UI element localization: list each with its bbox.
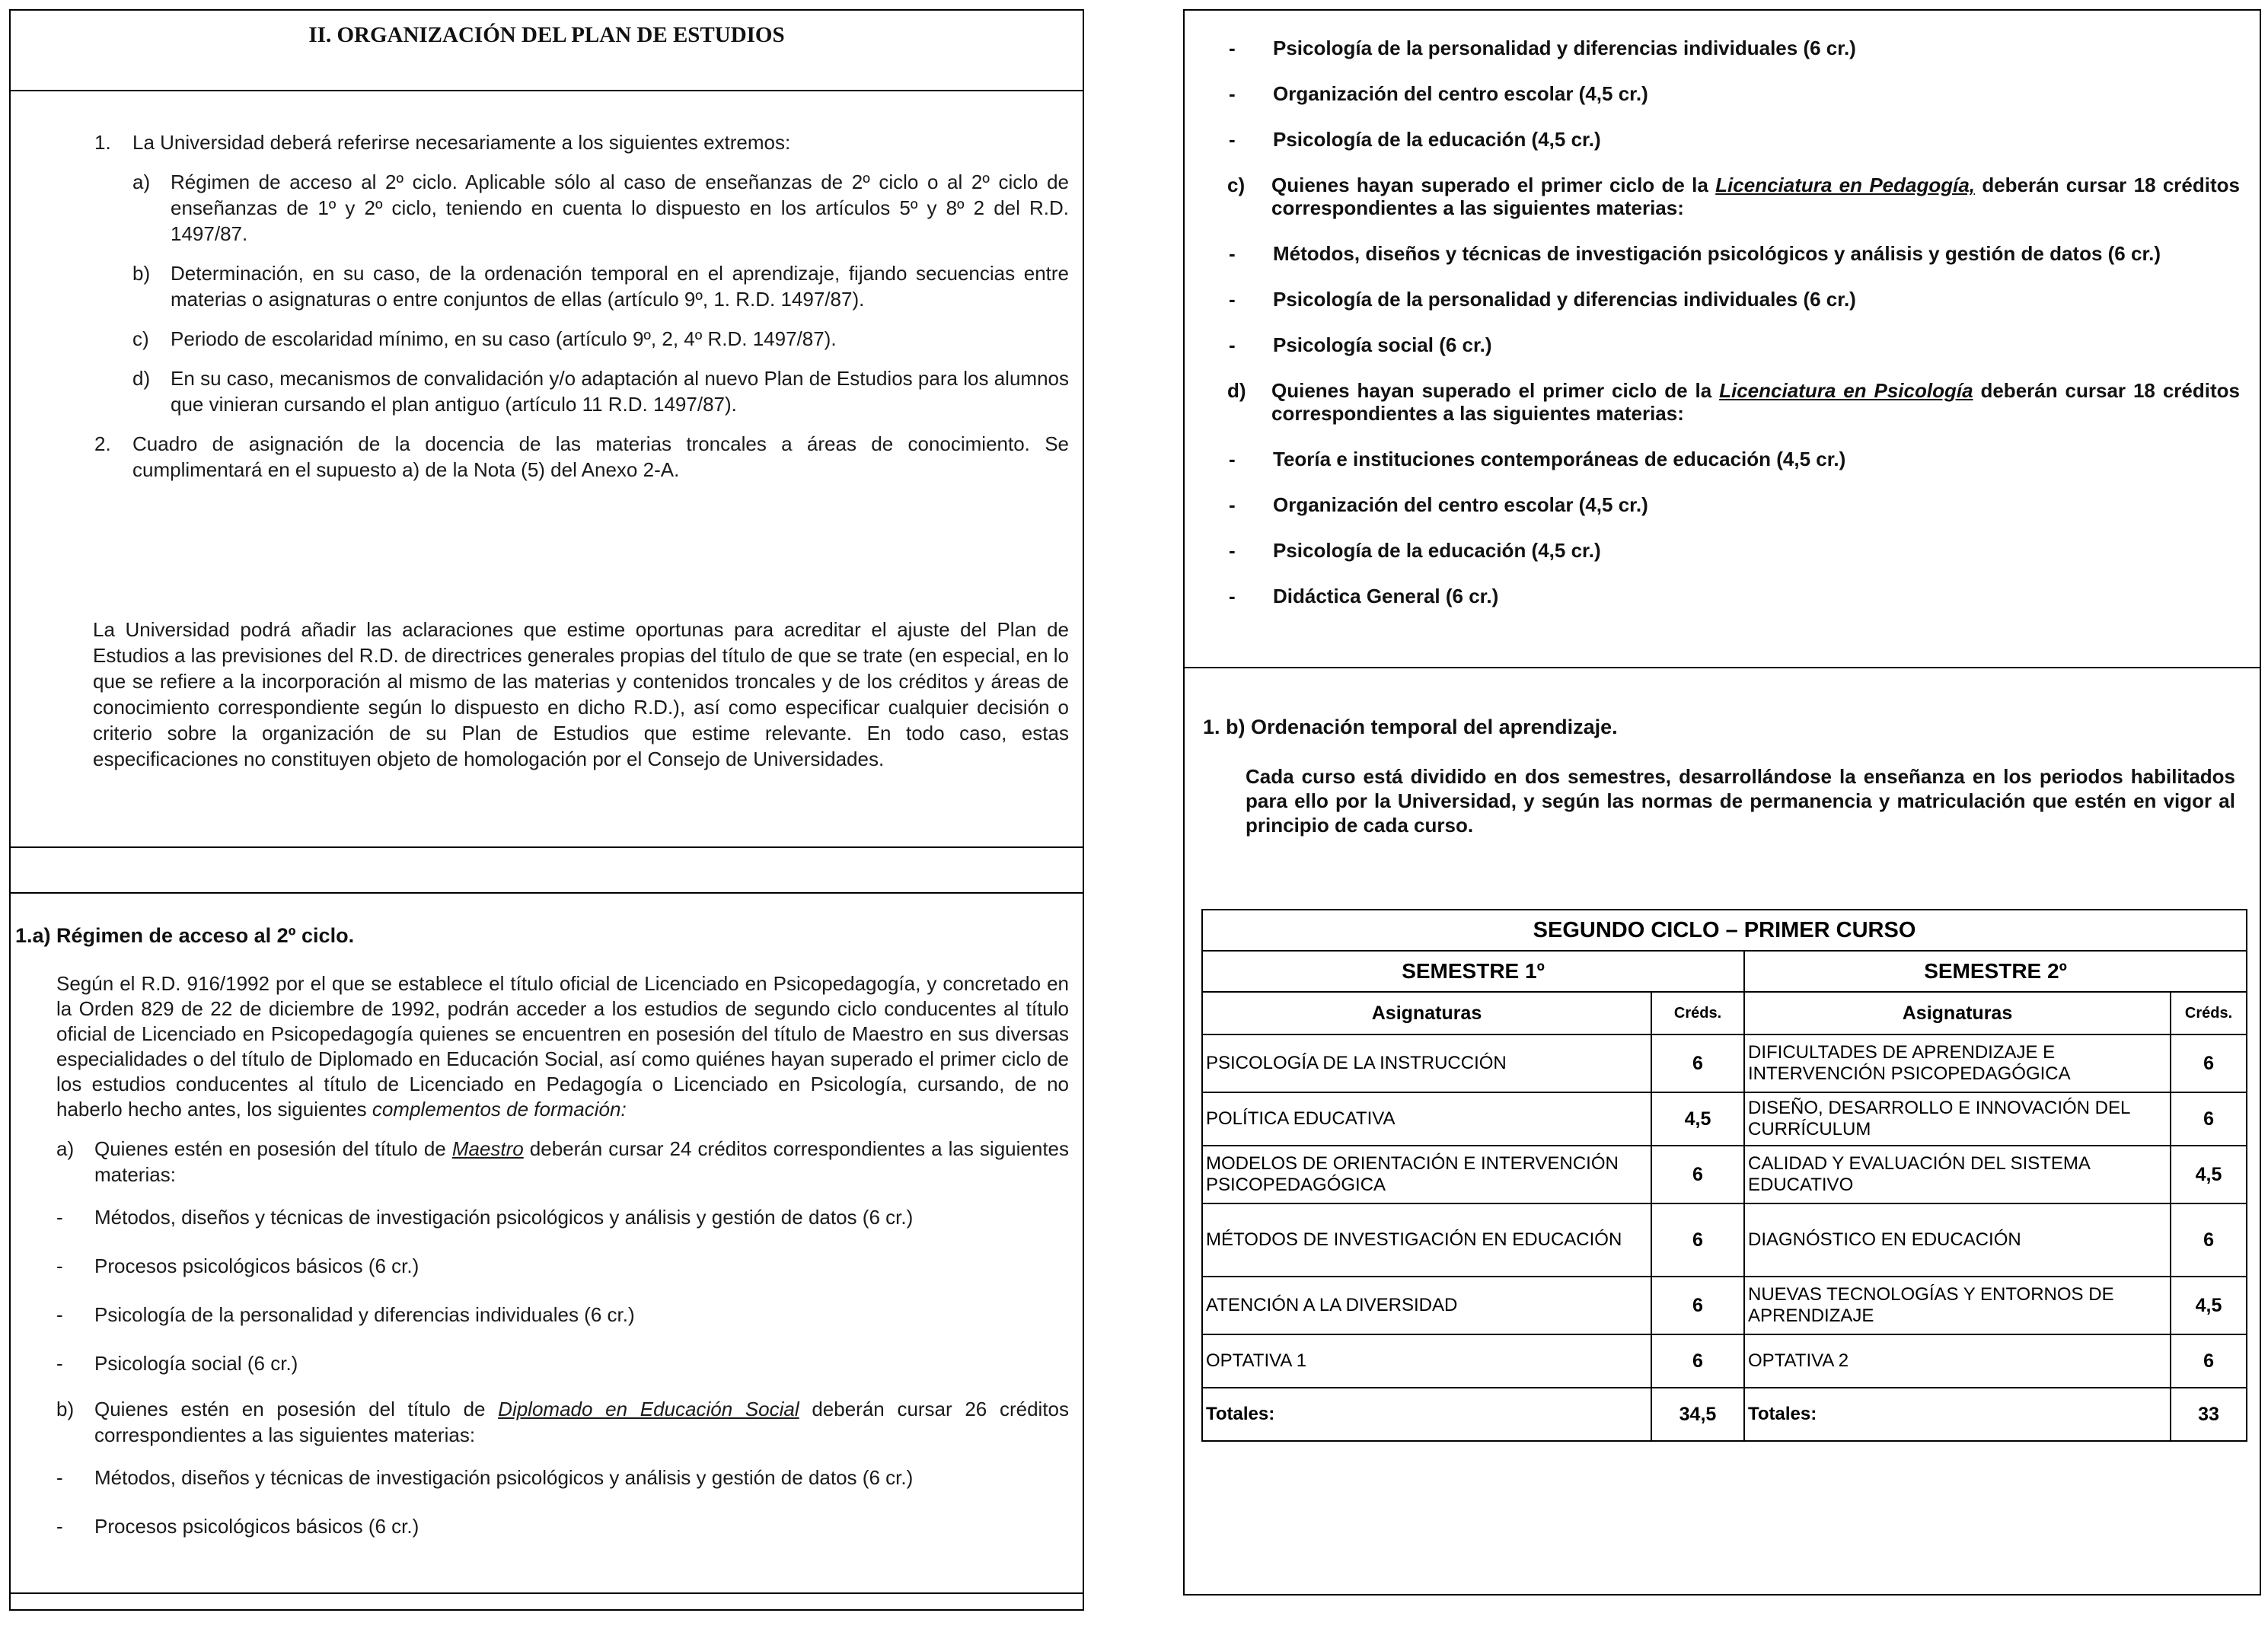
total-credits-sem2: 33 bbox=[2171, 1388, 2247, 1441]
sub-item-b bbox=[132, 260, 1069, 312]
dash: - bbox=[1229, 585, 1236, 607]
dash: - bbox=[56, 1466, 63, 1489]
case-text bbox=[1271, 174, 2240, 219]
list-item-text: Métodos, diseños y técnicas de investigación psicológicos y análisis y gestión de datos (6 cr.) bbox=[1273, 242, 2161, 265]
credits-cell: 6 bbox=[2171, 1092, 2247, 1146]
instruction-number: 1. bbox=[94, 131, 111, 154]
list-item bbox=[56, 1465, 1069, 1490]
subject-cell: DISEÑO, DESARROLLO E INNOVACIÓN DEL CURRÍCULUM bbox=[1744, 1092, 2171, 1146]
page-title: II. ORGANIZACIÓN DEL PLAN DE ESTUDIOS bbox=[308, 23, 785, 47]
column-header-subject: Asignaturas bbox=[1202, 992, 1651, 1034]
dash: - bbox=[1229, 242, 1236, 265]
instruction-text: Cuadro de asignación de la docencia de las materias troncales a áreas de conocimiento. Se cumplimentará en el supuesto a) de la Nota (5) del Anexo 2-A. bbox=[132, 432, 1069, 481]
subject-cell: NUEVAS TECNOLOGÍAS Y ENTORNOS DE APRENDIZAJE bbox=[1744, 1277, 2171, 1334]
case-c-list bbox=[1229, 242, 2240, 356]
access-case-a bbox=[56, 1136, 1069, 1187]
credits-cell: 6 bbox=[2171, 1203, 2247, 1277]
totals-row bbox=[1202, 1388, 2247, 1441]
instruction-2 bbox=[94, 431, 1069, 483]
dash: - bbox=[1229, 128, 1236, 151]
case-text-post: deberán cursar 24 créditos correspondientes a las siguientes materias: bbox=[94, 1137, 1070, 1186]
dash: - bbox=[1229, 493, 1236, 516]
case-text-post: deberán cursar 18 créditos correspondientes a las siguientes materias: bbox=[1271, 379, 2240, 425]
list-item-text: Psicología de la educación (4,5 cr.) bbox=[1273, 539, 1601, 562]
column-header-credits: Créds. bbox=[2171, 992, 2247, 1034]
access-text-italic: complementos de formación: bbox=[372, 1098, 627, 1121]
access-section bbox=[56, 971, 1069, 1539]
degree-name: Diplomado en Educación Social bbox=[498, 1398, 799, 1420]
list-item bbox=[1229, 242, 2240, 265]
table-row bbox=[1202, 1034, 2247, 1092]
list-item-text: Organización del centro escolar (4,5 cr.) bbox=[1273, 82, 1648, 105]
list-item-text: Psicología de la personalidad y diferencias individuales (6 cr.) bbox=[1273, 288, 1856, 311]
subject-cell: ATENCIÓN A LA DIVERSIDAD bbox=[1202, 1277, 1651, 1334]
subject-cell: OPTATIVA 1 bbox=[1202, 1334, 1651, 1388]
case-label: a) bbox=[56, 1137, 75, 1160]
case-text bbox=[94, 1136, 1069, 1187]
degree-name: Maestro bbox=[451, 1137, 524, 1160]
list-item bbox=[56, 1350, 1069, 1376]
case-d-list bbox=[1229, 448, 2240, 607]
instruction-text: La Universidad deberá referirse necesariamente a los siguientes extremos: bbox=[132, 131, 791, 154]
sub-item-d bbox=[132, 365, 1069, 417]
curriculum-table bbox=[1201, 909, 2247, 1442]
degree-name: Licenciatura en Pedagogía, bbox=[1715, 174, 1976, 196]
semester-2-header: SEMESTRE 2º bbox=[1744, 951, 2247, 992]
sub-item-text: Régimen de acceso al 2º ciclo. Aplicable sólo al caso de enseñanzas de 2º ciclo o al 2º ciclo de enseñanzas de 1º y 2º ciclo, teniendo en cuenta lo dispuesto en los artículos 5º y 8º 2 del R.D. 1497/87. bbox=[171, 171, 1069, 245]
sub-item-label: c) bbox=[132, 327, 149, 350]
sub-item-c bbox=[132, 326, 1069, 352]
case-b-list bbox=[56, 1465, 1069, 1539]
table-title: SEGUNDO CICLO – PRIMER CURSO bbox=[1202, 910, 2247, 951]
credits-cell: 6 bbox=[1651, 1334, 1744, 1388]
list-item bbox=[56, 1253, 1069, 1279]
list-item-text: Teoría e instituciones contemporáneas de educación (4,5 cr.) bbox=[1273, 448, 1846, 470]
sub-item-text: En su caso, mecanismos de convalidación y/o adaptación al nuevo Plan de Estudios para los alumnos que vinieran cursando el plan antiguo (artículo 11 R.D. 1497/87). bbox=[171, 367, 1069, 416]
access-case-d bbox=[1227, 379, 2240, 425]
list-item bbox=[56, 1302, 1069, 1328]
dash: - bbox=[1229, 288, 1236, 311]
table-row bbox=[1202, 1334, 2247, 1388]
access-paragraph bbox=[56, 971, 1069, 1122]
case-text-post: deberán cursar 18 créditos correspondientes a las siguientes materias: bbox=[1271, 174, 2240, 219]
instructions-section bbox=[94, 129, 1069, 496]
section-title-access: 1.a) Régimen de acceso al 2º ciclo. bbox=[15, 924, 355, 947]
divider bbox=[11, 90, 1083, 91]
divider bbox=[1185, 667, 2260, 668]
total-credits-sem1: 34,5 bbox=[1651, 1388, 1744, 1441]
case-text bbox=[1271, 379, 2240, 425]
degree-name: Licenciatura en Psicología bbox=[1719, 379, 1973, 402]
case-text bbox=[94, 1396, 1069, 1448]
list-item bbox=[56, 1513, 1069, 1539]
list-item bbox=[1229, 37, 2240, 59]
sub-item-a bbox=[132, 169, 1069, 247]
credits-cell: 4,5 bbox=[2171, 1146, 2247, 1203]
divider bbox=[11, 1592, 1083, 1594]
list-item-text: Métodos, diseños y técnicas de investigación psicológicos y análisis y gestión de datos (6 cr.) bbox=[94, 1206, 914, 1229]
list-item-text: Psicología social (6 cr.) bbox=[94, 1352, 298, 1375]
list-item bbox=[56, 1204, 1069, 1230]
instruction-number: 2. bbox=[94, 432, 111, 455]
divider bbox=[11, 892, 1083, 894]
subject-cell: PSICOLOGÍA DE LA INSTRUCCIÓN bbox=[1202, 1034, 1651, 1092]
dash: - bbox=[1229, 539, 1236, 562]
subject-cell: MODELOS DE ORIENTACIÓN E INTERVENCIÓN PSICOPEDAGÓGICA bbox=[1202, 1146, 1651, 1203]
list-item-text: Métodos, diseños y técnicas de investigación psicológicos y análisis y gestión de datos (6 cr.) bbox=[94, 1466, 914, 1489]
totals-label: Totales: bbox=[1744, 1388, 2171, 1441]
dash: - bbox=[1229, 448, 1236, 470]
column-header-credits: Créds. bbox=[1651, 992, 1744, 1034]
list-item-text: Psicología de la educación (4,5 cr.) bbox=[1273, 128, 1601, 151]
dash: - bbox=[56, 1352, 63, 1375]
right-list-section bbox=[1204, 37, 2240, 630]
dash: - bbox=[1229, 37, 1236, 59]
list-item-text: Psicología de la personalidad y diferencias individuales (6 cr.) bbox=[94, 1303, 635, 1326]
list-item bbox=[1229, 448, 2240, 470]
left-page bbox=[9, 9, 1084, 1611]
access-case-c bbox=[1227, 174, 2240, 219]
sub-item-text: Periodo de escolaridad mínimo, en su caso (artículo 9º, 2, 4º R.D. 1497/87). bbox=[171, 327, 837, 350]
case-text-post: deberán cursar 26 créditos correspondientes a las siguientes materias: bbox=[94, 1398, 1069, 1446]
credits-cell: 4,5 bbox=[1651, 1092, 1744, 1146]
sub-item-text: Determinación, en su caso, de la ordenación temporal en el aprendizaje, fijando secuencias entre materias o asignaturas o entre conjuntos de ellas (artículo 9º, 1. R.D. 1497/87). bbox=[171, 262, 1069, 311]
list-item bbox=[1229, 82, 2240, 105]
table-row bbox=[1202, 1146, 2247, 1203]
case-a-list bbox=[56, 1204, 1069, 1376]
list-item-text: Procesos psicológicos básicos (6 cr.) bbox=[94, 1515, 419, 1538]
credits-cell: 6 bbox=[2171, 1334, 2247, 1388]
case-label: b) bbox=[56, 1398, 75, 1420]
credits-cell: 6 bbox=[1651, 1277, 1744, 1334]
clarification-paragraph bbox=[93, 617, 1069, 786]
list-item bbox=[1229, 585, 2240, 607]
column-header-subject: Asignaturas bbox=[1744, 992, 2171, 1034]
dash: - bbox=[56, 1206, 63, 1229]
credits-cell: 6 bbox=[1651, 1146, 1744, 1203]
credits-cell: 6 bbox=[2171, 1034, 2247, 1092]
sub-item-label: a) bbox=[132, 171, 151, 193]
dash: - bbox=[56, 1303, 63, 1326]
sub-items bbox=[132, 169, 1069, 417]
table-row bbox=[1202, 1277, 2247, 1334]
subject-cell: DIAGNÓSTICO EN EDUCACIÓN bbox=[1744, 1203, 2171, 1277]
list-item-text: Didáctica General (6 cr.) bbox=[1273, 585, 1499, 607]
sub-item-label: b) bbox=[132, 262, 151, 285]
list-item-text: Procesos psicológicos básicos (6 cr.) bbox=[94, 1254, 419, 1277]
dash: - bbox=[1229, 82, 1236, 105]
case-text-pre: Quienes hayan superado el primer ciclo de la bbox=[1271, 379, 1712, 402]
semester-1-header: SEMESTRE 1º bbox=[1202, 951, 1744, 992]
totals-label: Totales: bbox=[1202, 1388, 1651, 1441]
list-item bbox=[1229, 493, 2240, 516]
list-item-text: Psicología de la personalidad y diferencias individuales (6 cr.) bbox=[1273, 37, 1856, 59]
list-item bbox=[1229, 128, 2240, 151]
list-item bbox=[1229, 333, 2240, 356]
list-item-text: Organización del centro escolar (4,5 cr.) bbox=[1273, 493, 1648, 516]
credits-cell: 6 bbox=[1651, 1034, 1744, 1092]
dash: - bbox=[1229, 333, 1236, 356]
dash: - bbox=[56, 1515, 63, 1538]
subject-cell: POLÍTICA EDUCATIVA bbox=[1202, 1092, 1651, 1146]
section-title-temporal: 1. b) Ordenación temporal del aprendizaje. bbox=[1203, 716, 1618, 738]
subject-cell: MÉTODOS DE INVESTIGACIÓN EN EDUCACIÓN bbox=[1202, 1203, 1651, 1277]
clarification-text: La Universidad podrá añadir las aclaraciones que estime oportunas para acreditar el ajuste del Plan de Estudios a las previsiones del R.D. de directrices generales propias del título de que se trate (en especial, en lo que se refiere a la incorporación al mismo de las materias y contenidos troncales y de los créditos y áreas de conocimiento correspondiente según lo dispuesto en dicho R.D.), así como especificar cualquier decisión o criterio sobre la organización de su Plan de Estudios que estime relevante. En todo caso, estas especificaciones no constituyen objeto de homologación por el Consejo de Universidades. bbox=[93, 618, 1069, 770]
credits-cell: 4,5 bbox=[2171, 1277, 2247, 1334]
continued-list bbox=[1229, 37, 2240, 151]
list-item-text: Psicología social (6 cr.) bbox=[1273, 333, 1492, 356]
list-item bbox=[1229, 288, 2240, 311]
list-item bbox=[1229, 539, 2240, 562]
case-text-pre: Quienes hayan superado el primer ciclo de la bbox=[1271, 174, 1708, 196]
credits-cell: 6 bbox=[1651, 1203, 1744, 1277]
access-case-b bbox=[56, 1396, 1069, 1448]
temporal-text: Cada curso está dividido en dos semestres, desarrollándose la enseñanza en los periodos habilitados para ello por la Universidad, y según las normas de permanencia y matriculación que estén en vigor al principio de cada curso. bbox=[1246, 765, 2235, 837]
instruction-1 bbox=[94, 129, 1069, 155]
access-text: Según el R.D. 916/1992 por el que se establece el título oficial de Licenciado en Psicopedagogía, y concretado en la Orden 829 de 22 de diciembre de 1992, podrán acceder a los estudios de segundo ciclo conducentes al título oficial de Licenciado en Psicopedagogía quienes se encuentren en posesión del título de Maestro en sus diversas especialidades o del título de Diplomado en Educación Social, así como quiénes hayan superado el primer ciclo de los estudios conducentes al título de Licenciado en Pedagogía o Licenciado en Psicología, cursando, de no haberlo hecho antes, los siguientes bbox=[56, 972, 1069, 1121]
case-text-pre: Quienes estén en posesión del título de bbox=[94, 1137, 446, 1160]
divider bbox=[11, 846, 1083, 848]
table-row bbox=[1202, 1203, 2247, 1277]
dash: - bbox=[56, 1254, 63, 1277]
sub-item-label: d) bbox=[132, 367, 151, 390]
subject-cell: OPTATIVA 2 bbox=[1744, 1334, 2171, 1388]
table-row bbox=[1202, 1092, 2247, 1146]
subject-cell: CALIDAD Y EVALUACIÓN DEL SISTEMA EDUCATIVO bbox=[1744, 1146, 2171, 1203]
right-page bbox=[1183, 9, 2261, 1596]
case-label: d) bbox=[1227, 379, 1246, 402]
case-text-pre: Quienes estén en posesión del título de bbox=[94, 1398, 486, 1420]
subject-cell: DIFICULTADES DE APRENDIZAJE E INTERVENCIÓN PSICOPEDAGÓGICA bbox=[1744, 1034, 2171, 1092]
case-label: c) bbox=[1227, 174, 1246, 196]
